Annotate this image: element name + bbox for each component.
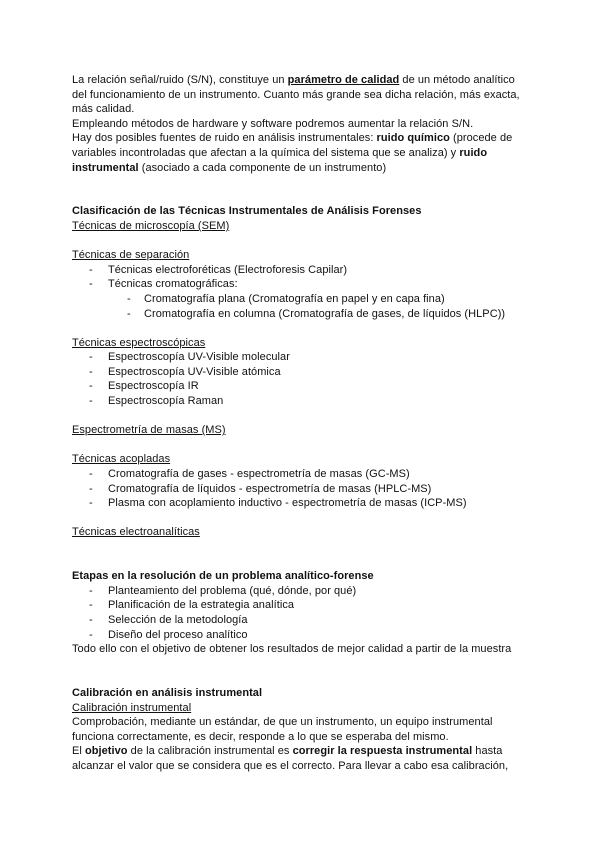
list-item: - Planteamiento del problema (qué, dónde, por qué) xyxy=(72,584,532,599)
list-item: - Cromatografía plana (Cromatografía en papel y en capa fina) xyxy=(72,292,532,307)
coupled-list xyxy=(72,467,532,511)
document-page xyxy=(72,73,532,774)
list-item: - Espectroscopía IR xyxy=(72,379,532,394)
list-item: - Espectroscopía UV-Visible molecular xyxy=(72,350,532,365)
separation-heading: Técnicas de separación xyxy=(72,249,190,262)
instrumental-noise-term: ruido instrumental xyxy=(72,146,488,174)
spectroscopic-list xyxy=(72,350,532,408)
list-item: - Plasma con acoplamiento inductivo - espectrometría de masas (ICP-MS) xyxy=(72,496,532,511)
list-item: - Espectroscopía Raman xyxy=(72,394,532,409)
list-item: - Técnicas cromatográficas: xyxy=(72,277,532,292)
quality-parameter-term: parámetro de calidad xyxy=(287,74,400,86)
intro-paragraph-3: Hay dos posibles fuentes de ruido en análisis instrumentales: ruido químico (procede de variables incontroladas que afectan a la química del sistema que se analiza) y ruido instrumental (asociado a cada componente de un instrumento) xyxy=(72,132,513,174)
list-item: - Planificación de la estrategia analítica xyxy=(72,598,532,613)
calibration-heading: Calibración en análisis instrumental xyxy=(72,686,263,699)
list-item: - Cromatografía de líquidos - espectrometría de masas (HPLC-MS) xyxy=(72,482,532,497)
spectroscopic-heading: Técnicas espectroscópicas xyxy=(72,336,206,349)
correct-response-term: corregir la respuesta instrumental xyxy=(292,745,473,758)
intro-paragraph-1: La relación señal/ruido (S/N), constituye un parámetro de calidad de un método analítico del funcionamiento de un instrumento. Cuanto más grande sea dicha relación, más exacta, más calidad. xyxy=(72,74,520,116)
list-item: - Selección de la metodología xyxy=(72,613,532,628)
list-item: - Espectroscopía UV-Visible atómica xyxy=(72,365,532,380)
mass-spectrometry-heading: Espectrometría de masas (MS) xyxy=(72,424,226,437)
chromatography-sublist xyxy=(72,292,532,321)
list-item: - Técnicas electroforéticas (Electroforesis Capilar) xyxy=(72,263,532,278)
objective-term: objetivo xyxy=(85,745,128,758)
separation-list xyxy=(72,263,532,292)
list-item: - Cromatografía de gases - espectrometría de masas (GC-MS) xyxy=(72,467,532,482)
list-item: - Cromatografía en columna (Cromatografía de gases, de líquidos (HLPC)) xyxy=(72,307,532,322)
intro-paragraph-2: Empleando métodos de hardware y software podremos aumentar la relación S/N. xyxy=(72,117,474,130)
calibration-paragraph-2: El objetivo de la calibración instrumental es corregir la respuesta instrumental hasta alcanzar el valor que se considera que es el correcto. Para llevar a cabo esa calibración, xyxy=(72,745,509,772)
stages-heading: Etapas en la resolución de un problema analítico-forense xyxy=(72,570,374,583)
list-item: - Diseño del proceso analítico xyxy=(72,628,532,643)
calibration-paragraph-1: Comprobación, mediante un estándar, de que un instrumento, un equipo instrumental funciona correctamente, es decir, responde a lo que se esperaba del mismo. xyxy=(72,716,493,743)
microscopy-heading: Técnicas de microscopía (SEM) xyxy=(72,219,230,232)
calibration-subheading: Calibración instrumental xyxy=(72,701,192,714)
coupled-heading: Técnicas acopladas xyxy=(72,453,171,466)
electroanalytical-heading: Técnicas electroanalíticas xyxy=(72,526,200,539)
chemical-noise-term: ruido químico xyxy=(376,132,450,145)
classification-heading: Clasificación de las Técnicas Instrumentales de Análisis Forenses xyxy=(72,205,422,218)
stages-summary: Todo ello con el objetivo de obtener los resultados de mejor calidad a partir de la muestra xyxy=(72,643,512,656)
stages-list xyxy=(72,584,532,642)
